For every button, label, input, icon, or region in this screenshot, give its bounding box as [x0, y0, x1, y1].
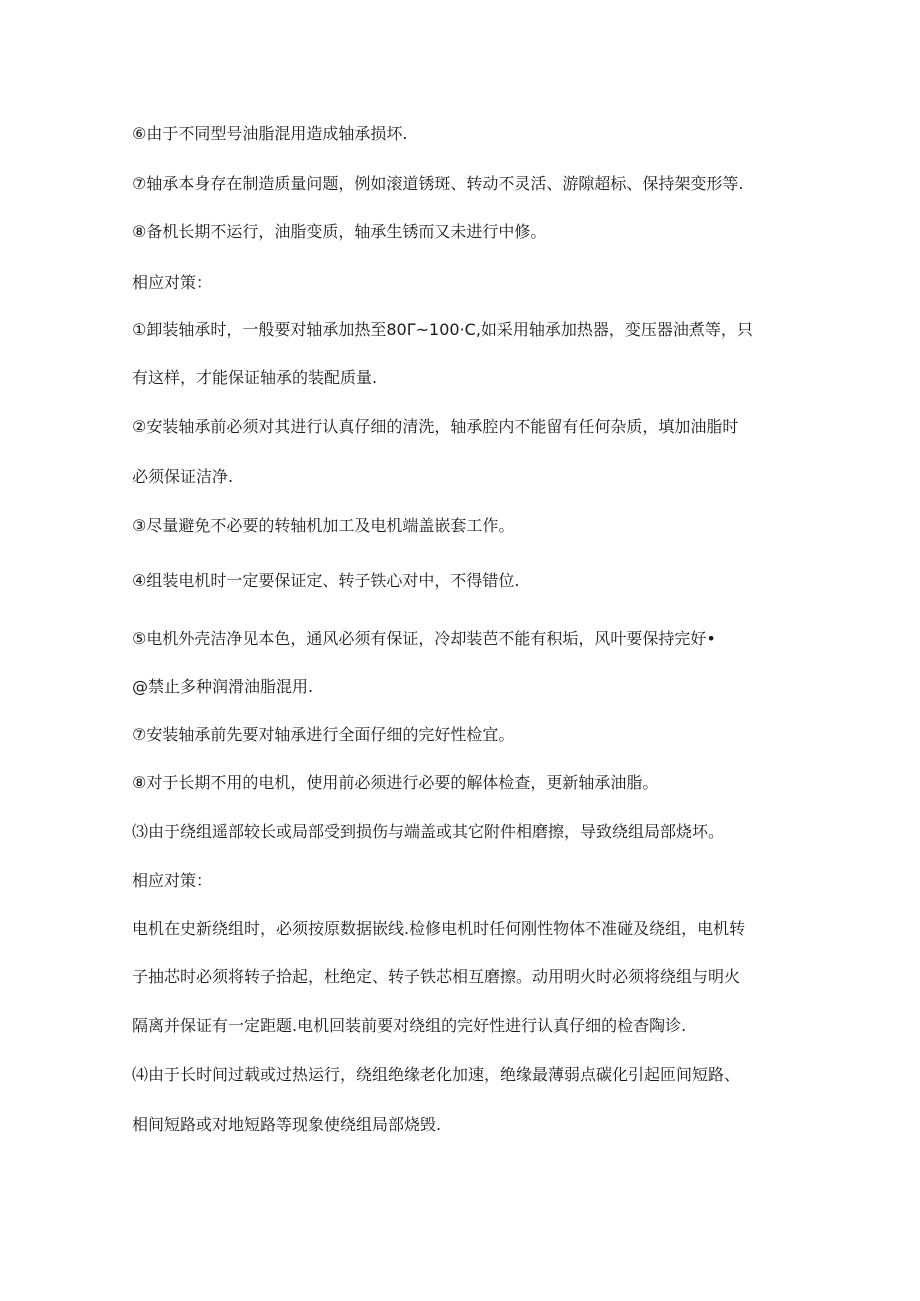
- text-line: 隔离并保证有一定距题.电机回装前要对绕组的完好性进行认真仔细的检杳陶诊.: [132, 1016, 687, 1035]
- text-line: 必须保证洁净.: [132, 467, 234, 486]
- text-line: 相间短路或对地短路等现象使绕组局部烧毁.: [132, 1115, 442, 1134]
- text-line: ⑦安装轴承前先要对轴承进行全面仔细的完好性检宜。: [132, 725, 515, 744]
- text-line: ⑦轴承本身存在制造质量问题，例如滚道锈斑、转动不灵活、游隙超标、保持架变形等.: [132, 174, 744, 193]
- text-line: ⑷由于长时间过载或过热运行，绕组绝缘老化加速，绝缘最薄弱点碳化引起匝间短路、: [132, 1065, 741, 1084]
- section-heading: 相应对策：: [132, 871, 213, 890]
- text-line: ⑥由于不同型号油脂混用造成轴承损坏.: [132, 124, 408, 143]
- text-line: ④组装电机时一定要保证定、转子铁心对中，不得错位.: [132, 571, 520, 590]
- text-line: 电机在史新绕组时，必须按原数据嵌线.检修电机时任何刚性物体不准碰及绕组，电机转: [132, 919, 746, 938]
- text-line: ②安装轴承前必须对其进行认真仔细的清洗，轴承腔内不能留有任何杂质，填加油脂时: [132, 417, 739, 436]
- text-line: ⑤电机外壳洁净见本色，通风必须有保证，冷却装芭不能有积垢，风叶要保持完好•: [132, 629, 716, 648]
- text-line: ③尽量避免不必要的转轴机加工及电机端盖嵌套工作。: [132, 516, 515, 535]
- section-heading: 相应对策：: [132, 273, 213, 292]
- text-line: ①卸装轴承时，一般要对轴承加热至80Γ~100·C,如采用轴承加热器，变压器油煮等，只: [132, 320, 753, 339]
- text-line: @禁止多种润滑油脂混用.: [132, 677, 314, 696]
- text-line: 子抽芯时必须将转子拾起，杜绝定、转子铁芯相互磨擦。动用明火时必须将绕组与明火: [132, 967, 741, 986]
- text-line: ⑶由于绕组遥部较长或局部受到损伤与端盖或其它附件相磨擦，导致绕组局部烧坏。: [132, 822, 725, 841]
- text-line: 有这样，才能保证轴承的装配质量.: [132, 368, 378, 387]
- text-line: ⑧备机长期不运行，油脂变质，轴承生锈而又未进行中修。: [132, 222, 547, 241]
- text-line: ⑧对于长期不用的电机，使用前必须进行必要的解体检查，更新轴承油脂。: [132, 773, 659, 792]
